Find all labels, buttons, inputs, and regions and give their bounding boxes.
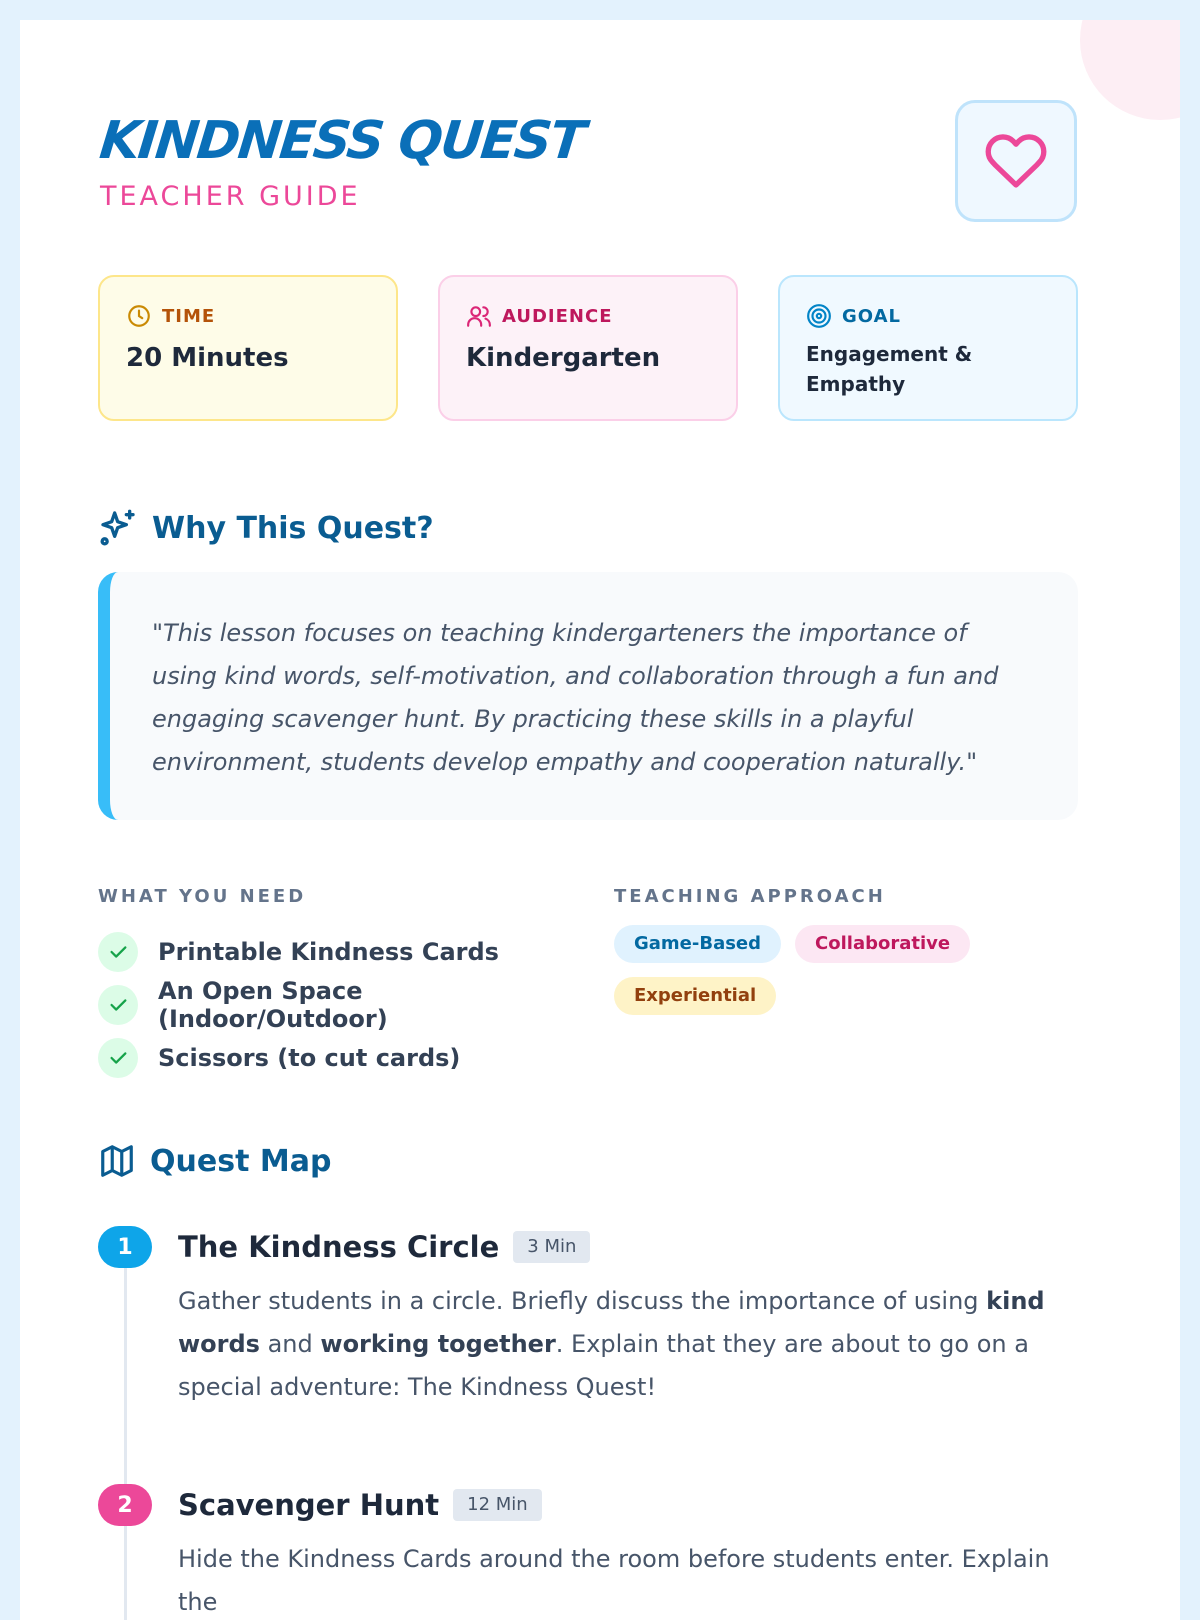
corner-decoration: [1080, 20, 1180, 120]
quote-text: "This lesson focuses on teaching kindergarteners the importance of using kind words, self-motivation, and collaboration through a fun and engaging scavenger hunt. By practicing these skills in a playful environment, students develop empathy and cooperation naturally.": [152, 619, 999, 776]
approach-section: [614, 886, 1074, 1015]
step-title: The Kindness Circle: [178, 1230, 500, 1264]
list-item: Scissors (to cut cards): [98, 1031, 598, 1084]
goal-label: GOAL: [806, 303, 1050, 329]
time-value: 20 Minutes: [126, 343, 289, 373]
check-icon: [98, 1038, 138, 1078]
approach-label: TEACHING APPROACH: [614, 886, 886, 907]
step-title: Scavenger Hunt: [178, 1488, 440, 1522]
page-title: KINDNESS QUEST: [96, 111, 587, 171]
goal-value: Engagement & Empathy: [806, 342, 973, 396]
users-icon: [466, 303, 492, 329]
quest-timeline: [98, 1226, 1078, 1620]
favorite-button[interactable]: [955, 100, 1077, 222]
check-icon: [98, 932, 138, 972]
why-heading: Why This Quest?: [98, 508, 434, 548]
teacher-guide-page: [20, 20, 1180, 1620]
timeline-line: [124, 1526, 127, 1620]
list-item: An Open Space (Indoor/Outdoor): [98, 978, 598, 1031]
tag-collaborative: Collaborative: [795, 925, 970, 963]
goal-card: [778, 275, 1078, 421]
time-label: TIME: [126, 303, 370, 329]
quest-step-1: [98, 1226, 1078, 1484]
time-card: [98, 275, 398, 421]
duration-badge: 3 Min: [513, 1231, 590, 1263]
duration-badge: 12 Min: [453, 1489, 542, 1521]
map-icon: [98, 1142, 136, 1180]
header: [96, 111, 587, 212]
needs-list: [98, 925, 598, 1084]
step-number: 2: [98, 1484, 152, 1526]
tag-game-based: Game-Based: [614, 925, 781, 963]
timeline-line: [124, 1268, 127, 1484]
sparkles-icon: [98, 508, 138, 548]
list-item: Printable Kindness Cards: [98, 925, 598, 978]
step-description: Hide the Kindness Cards around the room before students enter. Explain the: [178, 1545, 1050, 1616]
map-heading: Quest Map: [98, 1142, 331, 1180]
page-subtitle: TEACHER GUIDE: [100, 181, 361, 212]
needs-section: [98, 886, 598, 1084]
audience-value: Kindergarten: [466, 343, 661, 373]
tag-experiential: Experiential: [614, 977, 776, 1015]
why-quote: [98, 572, 1078, 820]
approach-tags: [614, 925, 974, 1015]
audience-label: AUDIENCE: [466, 303, 710, 329]
clock-icon: [126, 303, 152, 329]
step-description: Gather students in a circle. Briefly discuss the importance of using kind words and working together. Explain that they are about to go on a special adventure: The Kindness Quest!: [178, 1287, 1045, 1401]
info-cards: [98, 275, 1078, 421]
needs-label: WHAT YOU NEED: [98, 886, 307, 907]
audience-card: [438, 275, 738, 421]
step-number: 1: [98, 1226, 152, 1268]
heart-icon: [984, 129, 1048, 193]
check-icon: [98, 985, 138, 1025]
target-icon: [806, 303, 832, 329]
